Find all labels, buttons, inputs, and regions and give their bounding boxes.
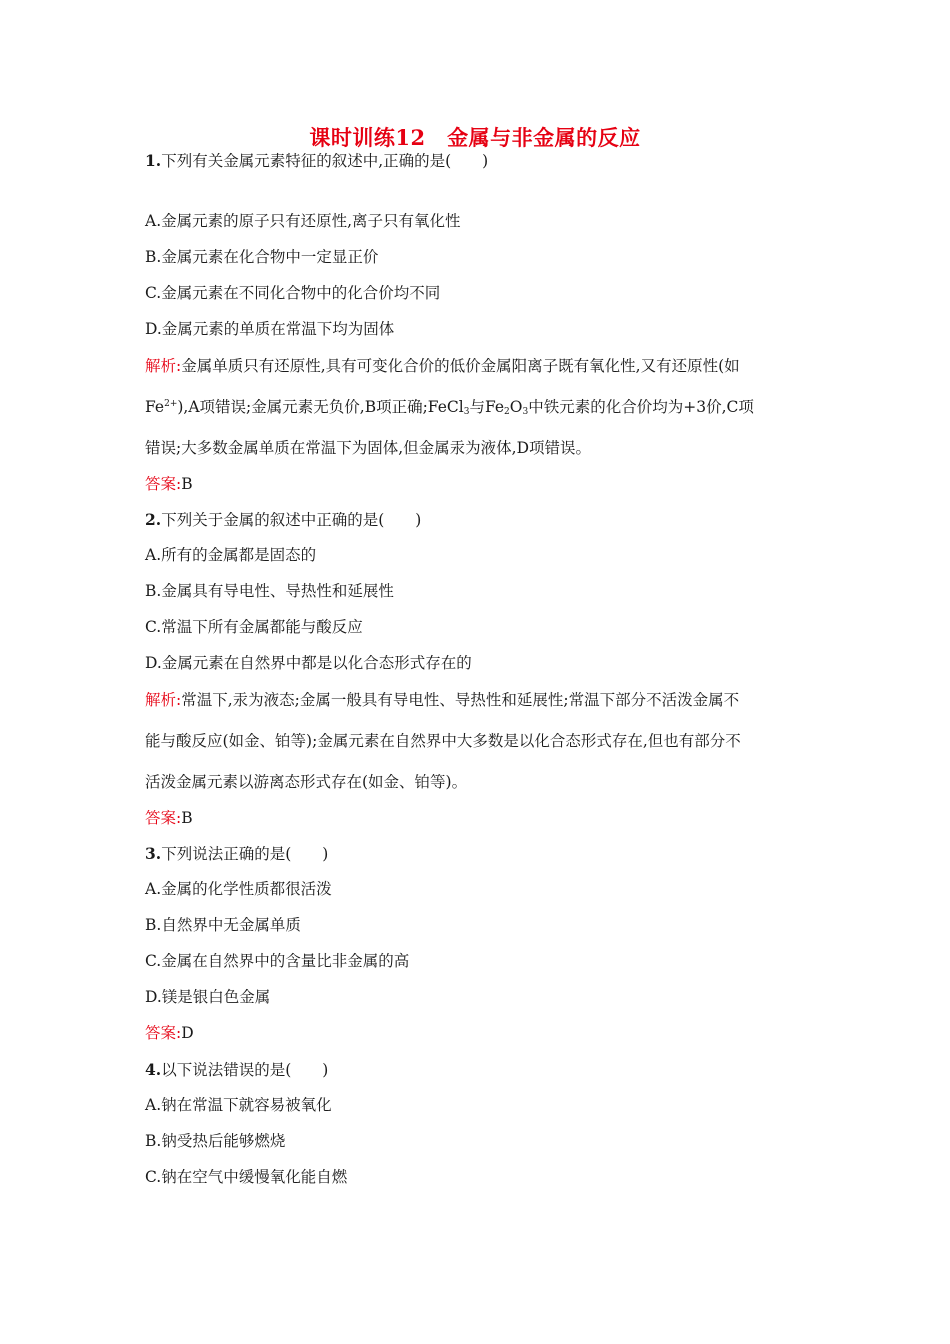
analysis-line: 错误;大多数金属单质在常温下为固体,但金属汞为液体,D项错误。 [145, 439, 592, 457]
answer-value: B [181, 475, 193, 493]
analysis-line [145, 400, 754, 417]
answer-value: B [181, 809, 193, 827]
option-d: D.金属元素在自然界中都是以化合态形式存在的 [145, 654, 472, 672]
answer-label: 答案: [145, 1024, 182, 1042]
question-number: 3. [145, 844, 162, 863]
answer-line [145, 1026, 194, 1042]
subscript: 3 [463, 407, 470, 417]
analysis-line: 能与酸反应(如金、铂等);金属元素在自然界中大多数是以化合态形式存在,但也有部分不 [145, 732, 741, 750]
option-b: B.自然界中无金属单质 [145, 916, 301, 934]
answer-label: 答案: [145, 475, 182, 493]
option-b: B.钠受热后能够燃烧 [145, 1132, 286, 1150]
analysis-text: 中铁元素的化合价均为+3价,C项 [528, 398, 754, 416]
analysis-text: ),A项错误;金属元素无负价,B项正确;FeCl [177, 398, 464, 416]
option-c: C.金属在自然界中的含量比非金属的高 [145, 952, 410, 970]
document-title: 课时训练12 金属与非金属的反应 [309, 125, 641, 150]
analysis-text: O [509, 398, 523, 416]
option-c: C.金属元素在不同化合物中的化合价均不同 [145, 284, 441, 302]
question-number: 4. [145, 1060, 162, 1079]
option-a: A.金属的化学性质都很活泼 [145, 880, 332, 898]
option-a: A.钠在常温下就容易被氧化 [145, 1096, 332, 1114]
question-2 [145, 512, 421, 529]
answer-line [145, 477, 193, 493]
question-stem: 以下说法错误的是( ) [161, 1061, 329, 1079]
option-d: D.金属元素的单质在常温下均为固体 [145, 320, 395, 338]
option-b: B.金属元素在化合物中一定显正价 [145, 248, 379, 266]
analysis-text: 金属单质只有还原性,具有可变化合价的低价金属阳离子既有氧化性,又有还原性(如 [181, 357, 740, 375]
question-stem: 下列有关金属元素特征的叙述中,正确的是( ) [161, 152, 489, 170]
analysis-line [145, 359, 740, 375]
option-c: C.常温下所有金属都能与酸反应 [145, 618, 363, 636]
question-stem: 下列关于金属的叙述中正确的是( ) [161, 511, 422, 529]
analysis-label: 解析: [145, 357, 182, 375]
analysis-label: 解析: [145, 691, 182, 709]
analysis-text: 与Fe [469, 398, 505, 416]
option-a: A.金属元素的原子只有还原性,离子只有氧化性 [145, 212, 461, 230]
question-stem: 下列说法正确的是( ) [161, 845, 329, 863]
question-1 [145, 153, 488, 170]
option-b: B.金属具有导电性、导热性和延展性 [145, 582, 394, 600]
option-c: C.钠在空气中缓慢氧化能自燃 [145, 1168, 348, 1186]
subscript: 2 [504, 407, 510, 417]
analysis-text: Fe [145, 398, 165, 416]
question-4 [145, 1062, 328, 1079]
subscript: 3 [522, 407, 529, 417]
answer-line [145, 811, 193, 827]
analysis-line [145, 693, 739, 709]
superscript: 2+ [164, 399, 178, 409]
question-3 [145, 846, 328, 863]
question-number: 1. [145, 151, 162, 170]
analysis-line: 活泼金属元素以游离态形式存在(如金、铂等)。 [145, 773, 468, 791]
analysis-text: 常温下,汞为液态;金属一般具有导电性、导热性和延展性;常温下部分不活泼金属不 [181, 691, 740, 709]
option-a: A.所有的金属都是固态的 [145, 546, 317, 564]
answer-label: 答案: [145, 809, 182, 827]
answer-value: D [181, 1024, 194, 1042]
question-number: 2. [145, 510, 162, 529]
option-d: D.镁是银白色金属 [145, 988, 271, 1006]
